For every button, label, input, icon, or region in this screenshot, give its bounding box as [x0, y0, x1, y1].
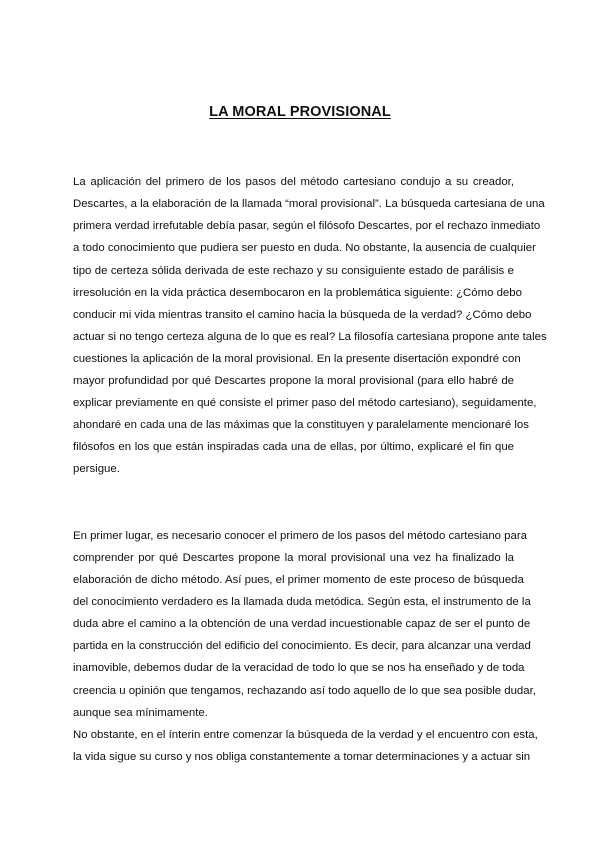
- document-title: LA MORAL PROVISIONAL: [209, 104, 391, 120]
- paragraph-line: No obstante, en el ínterin entre comenzar la búsqueda de la verdad y el encuentro con esta,: [73, 729, 538, 741]
- paragraph-line: irresolución en la vida práctica desembocaron en la problemática siguiente: ¿Cómo debo: [73, 287, 522, 299]
- paragraph-line: persigue.: [73, 463, 120, 475]
- paragraph-line: partida en la construcción del edificio del conocimiento. Es decir, para alcanzar una verdad: [73, 640, 531, 652]
- paragraph-line: actuar si no tengo certeza alguna de lo que es real? La filosofía cartesiana propone ante tales: [73, 331, 547, 343]
- paragraph-line: creencia u opinión que tengamos, rechazando así todo aquello de lo que sea posible dudar,: [73, 685, 536, 697]
- paragraph-line: a todo conocimiento que pudiera ser puesto en duda. No obstante, la ausencia de cualquier: [73, 242, 536, 254]
- paragraph-line: La aplicación del primero de los pasos del método cartesiano condujo a su creador,: [73, 176, 514, 188]
- paragraph-line: del conocimiento verdadero es la llamada duda metódica. Según esta, el instrumento de la: [73, 596, 531, 608]
- paragraph-line: elaboración de dicho método. Así pues, el primer momento de este proceso de búsqueda: [73, 574, 524, 586]
- paragraph-line: tipo de certeza sólida derivada de este rechazo y su consiguiente estado de parálisis e: [73, 265, 514, 277]
- paragraph-line: filósofos en los que están inspiradas cada una de ellas, por último, explicaré el fin que: [73, 441, 514, 453]
- paragraph-line: duda abre el camino a la obtención de una verdad incuestionable capaz de ser el punto de: [73, 618, 531, 630]
- paragraph-line: aunque sea mínimamente.: [73, 707, 208, 719]
- paragraph-line: cuestiones la aplicación de la moral provisional. En la presente disertación expondré con: [73, 353, 521, 365]
- paragraph-line: ahondaré en cada una de las máximas que la constituyen y paralelamente mencionaré los: [73, 419, 529, 431]
- paragraph-line: mayor profundidad por qué Descartes propone la moral provisional (para ello habré de: [73, 375, 514, 387]
- paragraph-line: Descartes, a la elaboración de la llamada “moral provisional”. La búsqueda cartesiana de una: [73, 198, 545, 210]
- paragraph-line: En primer lugar, es necesario conocer el primero de los pasos del método cartesiano para: [73, 530, 527, 542]
- paragraph-line: comprender por qué Descartes propone la moral provisional una vez ha finalizado la: [73, 552, 514, 564]
- paragraph-line: inamovible, debemos dudar de la veracidad de todo lo que se nos ha enseñado y de toda: [73, 662, 525, 674]
- paragraph-line: primera verdad irrefutable debía pasar, según el filósofo Descartes, por el rechazo inmediato: [73, 220, 541, 232]
- paragraph-line: conducir mi vida mientras transito el camino hacia la búsqueda de la verdad? ¿Cómo debo: [73, 309, 532, 321]
- paragraph-line: explicar previamente en qué consiste el primer paso del método cartesiano), seguidamente,: [73, 397, 537, 409]
- paragraph-line: la vida sigue su curso y nos obliga constantemente a tomar determinaciones y a actuar sin: [73, 751, 531, 763]
